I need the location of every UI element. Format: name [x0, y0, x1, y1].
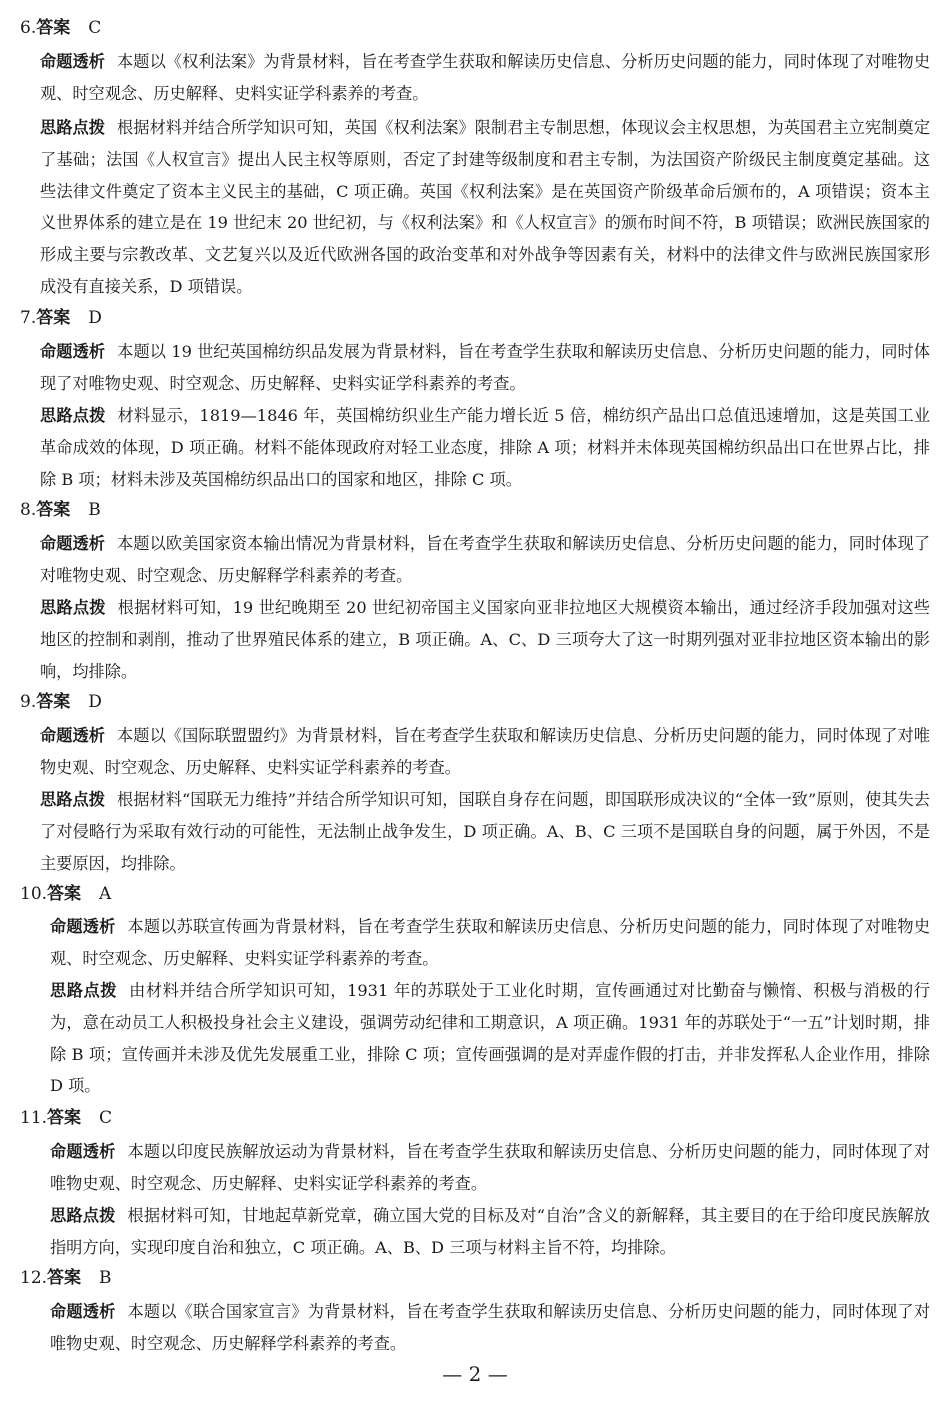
analysis-paragraph-10: 命题透析 本题以苏联宣传画为背景材料，旨在考查学生获取和解读历史信息、分析历史问题的能力，同时体现了对唯物史观、时空观念、历史解释、史料实证学科素养的考查。: [50, 917, 931, 968]
page-number: — 2 —: [442, 1362, 508, 1386]
analysis-paragraph-6: 命题透析 本题以《权利法案》为背景材料，旨在考查学生获取和解读历史信息、分析历史问题的能力，同时体现了对唯物史观、时空观念、历史解释、史料实证学科素养的考查。: [40, 52, 931, 103]
answer-line-6: 6.答案 C: [20, 18, 102, 38]
answer-choice: B: [88, 500, 101, 520]
answer-line-9: 9.答案 D: [20, 692, 102, 712]
hint-paragraph-11: 思路点拨 根据材料可知，甘地起草新党章，确立国大党的目标及对“自治”含义的新解释，其主要目的在于给印度民族解放指明方向，实现印度自治和独立，C 项正确。A、B、D 三项与材料主旨不符，均排除。: [50, 1206, 930, 1257]
answer-choice: C: [99, 1108, 113, 1128]
hint-paragraph-9: 思路点拨 根据材料“国联无力维持”并结合所学知识可知，国联自身存在问题，即国联形成决议的“全体一致”原则，使其失去了对侵略行为采取有效行动的可能性，无法制止战争发生，D 项正确。A、B、C 三项不是国联自身的问题，属于外因，不是主要原因，均排除。: [40, 790, 930, 873]
answer-choice: D: [88, 308, 102, 328]
answer-choice: A: [99, 884, 112, 904]
hint-paragraph-6: 思路点拨 根据材料并结合所学知识可知，英国《权利法案》限制君主专制思想，体现议会主权思想，为英国君主立宪制奠定了基础；法国《人权宣言》提出人民主权等原则，否定了封建等级制度和君主专制，为法国资产阶级民主制度奠定基础。这些法律文件奠定了资本主义民主的基础，C 项正确。英国《权利法案》是在英国资产阶级革命后颁布的，A 项错误；资本主义世界体系的建立是在 19 世纪末 20 世纪初，与《权利法案》和《人权宣言》的颁布时间不符，B 项错误；欧洲民族国家的形成主要与宗教改革、文艺复兴以及近代欧洲各国的政治变革和对外战争等因素有关，材料中的法律文件与欧洲民族国家形成没有直接关系，D 项错误。: [40, 118, 931, 296]
answer-line-10: 10.答案 A: [20, 884, 112, 904]
hint-paragraph-8: 思路点拨 根据材料可知，19 世纪晚期至 20 世纪初帝国主义国家向亚非拉地区大规模资本输出，通过经济手段加强对这些地区的控制和剥削，推动了世界殖民体系的建立，B 项正确。A、C、D 三项夸大了这一时期列强对亚非拉地区资本输出的影响，均排除。: [40, 598, 930, 681]
answer-choice: B: [99, 1268, 112, 1288]
answer-line-11: 11.答案 C: [20, 1108, 113, 1128]
answer-line-7: 7.答案 D: [20, 308, 102, 328]
analysis-paragraph-12: 命题透析 本题以《联合国家宣言》为背景材料，旨在考查学生获取和解读历史信息、分析历史问题的能力，同时体现了对唯物史观、时空观念、历史解释学科素养的考查。: [50, 1302, 931, 1353]
analysis-paragraph-8: 命题透析 本题以欧美国家资本输出情况为背景材料，旨在考查学生获取和解读历史信息、分析历史问题的能力，同时体现了对唯物史观、时空观念、历史解释学科素养的考查。: [40, 534, 931, 585]
answer-choice: D: [88, 692, 102, 712]
analysis-paragraph-9: 命题透析 本题以《国际联盟盟约》为背景材料，旨在考查学生获取和解读历史信息、分析历史问题的能力，同时体现了对唯物史观、时空观念、历史解释、史料实证学科素养的考查。: [40, 726, 931, 777]
analysis-paragraph-11: 命题透析 本题以印度民族解放运动为背景材料，旨在考查学生获取和解读历史信息、分析历史问题的能力，同时体现了对唯物史观、时空观念、历史解释、史料实证学科素养的考查。: [50, 1142, 931, 1193]
answer-line-12: 12.答案 B: [20, 1268, 112, 1288]
hint-paragraph-10: 思路点拨 由材料并结合所学知识可知，1931 年的苏联处于工业化时期，宣传画通过对比勤奋与懒惰、积极与消极的行为，意在动员工人积极投身社会主义建设，强调劳动纪律和工期意识，A 项正确。1931 年的苏联处于“一五”计划时期，排除 B 项；宣传画并未涉及优先发展重工业，排除 C 项；宣传画强调的是对弄虚作假的打击，并非发挥私人企业作用，排除 D 项。: [50, 981, 930, 1096]
hint-paragraph-7: 思路点拨 材料显示，1819—1846 年，英国棉纺织业生产能力增长近 5 倍，棉纺织产品出口总值迅速增加，这是英国工业革命成效的体现，D 项正确。材料不能体现政府对轻工业态度，排除 A 项；材料并未体现英国棉纺织品出口在世界占比，排除 B 项；材料未涉及英国棉纺织品出口的国家和地区，排除 C 项。: [40, 406, 931, 489]
analysis-paragraph-7: 命题透析 本题以 19 世纪英国棉纺织品发展为背景材料，旨在考查学生获取和解读历史信息、分析历史问题的能力，同时体现了对唯物史观、时空观念、历史解释、史料实证学科素养的考查。: [40, 342, 930, 393]
answer-choice: C: [88, 18, 102, 38]
answer-line-8: 8.答案 B: [20, 500, 101, 520]
